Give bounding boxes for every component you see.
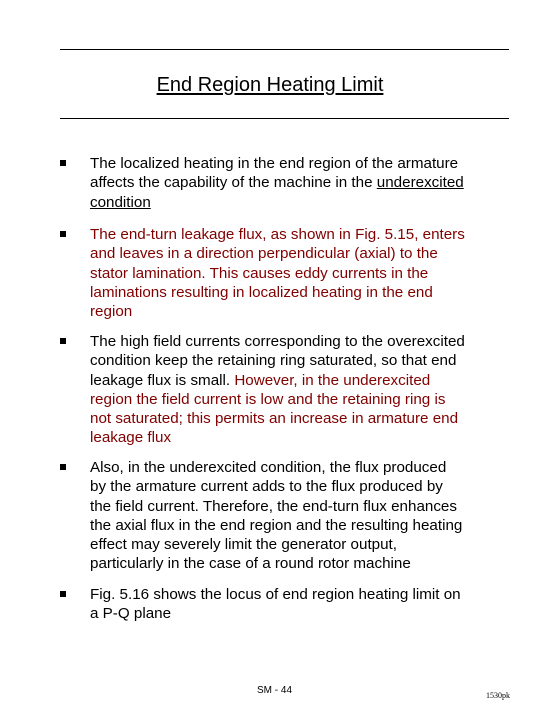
text-line <box>90 409 522 428</box>
text-line <box>90 332 522 351</box>
text-segment: by the armature current adds to the flux produced by <box>90 478 443 496</box>
text-segment: Also, in the underexcited condition, the flux produced <box>90 459 447 476</box>
text-line <box>90 497 522 516</box>
text-line <box>90 193 522 212</box>
text-line <box>90 390 522 409</box>
text-line <box>90 554 522 573</box>
slide-title: End Region Heating Limit <box>156 74 384 96</box>
text-line <box>90 585 522 604</box>
bullet-text <box>90 332 522 448</box>
text-line <box>90 264 522 283</box>
text-line <box>90 244 522 263</box>
text-line <box>90 173 522 192</box>
text-segment: laminations resulting in localized heating in the end <box>90 283 433 301</box>
text-line <box>90 225 522 244</box>
text-segment: condition keep the retaining ring saturated, so that end <box>90 352 457 370</box>
bullet-text <box>90 585 522 624</box>
bullet-text <box>90 458 522 574</box>
square-bullet-icon <box>60 464 66 470</box>
text-line <box>90 535 522 554</box>
text-segment: The high field currents corresponding to the overexcited <box>90 333 465 350</box>
text-line <box>90 351 522 370</box>
text-line <box>90 302 522 321</box>
text-segment: The localized heating in the end region of the armature <box>90 155 459 172</box>
text-segment: particularly in the case of a round rotor machine <box>90 555 411 573</box>
text-segment: leakage flux <box>90 429 172 447</box>
text-line <box>90 477 522 496</box>
text-segment: Fig. 5.16 shows the locus of end region heating limit on <box>90 586 461 603</box>
text-line <box>90 516 522 535</box>
text-line <box>90 428 522 447</box>
text-segment: the field current. Therefore, the end-turn flux enhances <box>90 497 457 515</box>
text-segment: However, in the underexcited <box>234 371 431 389</box>
page-number: SM - 44 <box>257 685 293 696</box>
text-segment: affects the capability of the machine in the <box>90 174 377 192</box>
text-segment: condition <box>90 193 151 211</box>
text-segment: The end-turn leakage flux, as shown in Fig. 5.15, enters <box>90 226 465 243</box>
text-segment: a P-Q plane <box>90 605 172 623</box>
top-divider <box>60 49 509 50</box>
square-bullet-icon <box>60 591 66 597</box>
text-line <box>90 154 522 173</box>
text-segment: the axial flux in the end region and the resulting heating <box>90 516 463 534</box>
square-bullet-icon <box>60 338 66 344</box>
bullet-text <box>90 154 522 212</box>
square-bullet-icon <box>60 160 66 166</box>
text-line <box>90 371 522 390</box>
text-segment: region the field current is low and the retaining ring is <box>90 390 446 408</box>
text-segment: effect may severely limit the generator output, <box>90 536 397 554</box>
text-segment: region <box>90 303 133 321</box>
text-segment: and leaves in a direction perpendicular (axial) to the <box>90 245 438 263</box>
bullet-text <box>90 225 522 321</box>
text-segment: leakage flux is small. <box>90 371 235 389</box>
text-segment: stator lamination. This causes eddy currents in the <box>90 264 429 282</box>
footer-code: 1530pk <box>486 691 510 700</box>
title-divider <box>60 118 509 119</box>
text-line <box>90 458 522 477</box>
text-line <box>90 283 522 302</box>
square-bullet-icon <box>60 231 66 237</box>
text-segment: underexcited <box>376 174 464 192</box>
text-segment: not saturated; this permits an increase in armature end <box>90 410 459 428</box>
text-line <box>90 604 522 623</box>
